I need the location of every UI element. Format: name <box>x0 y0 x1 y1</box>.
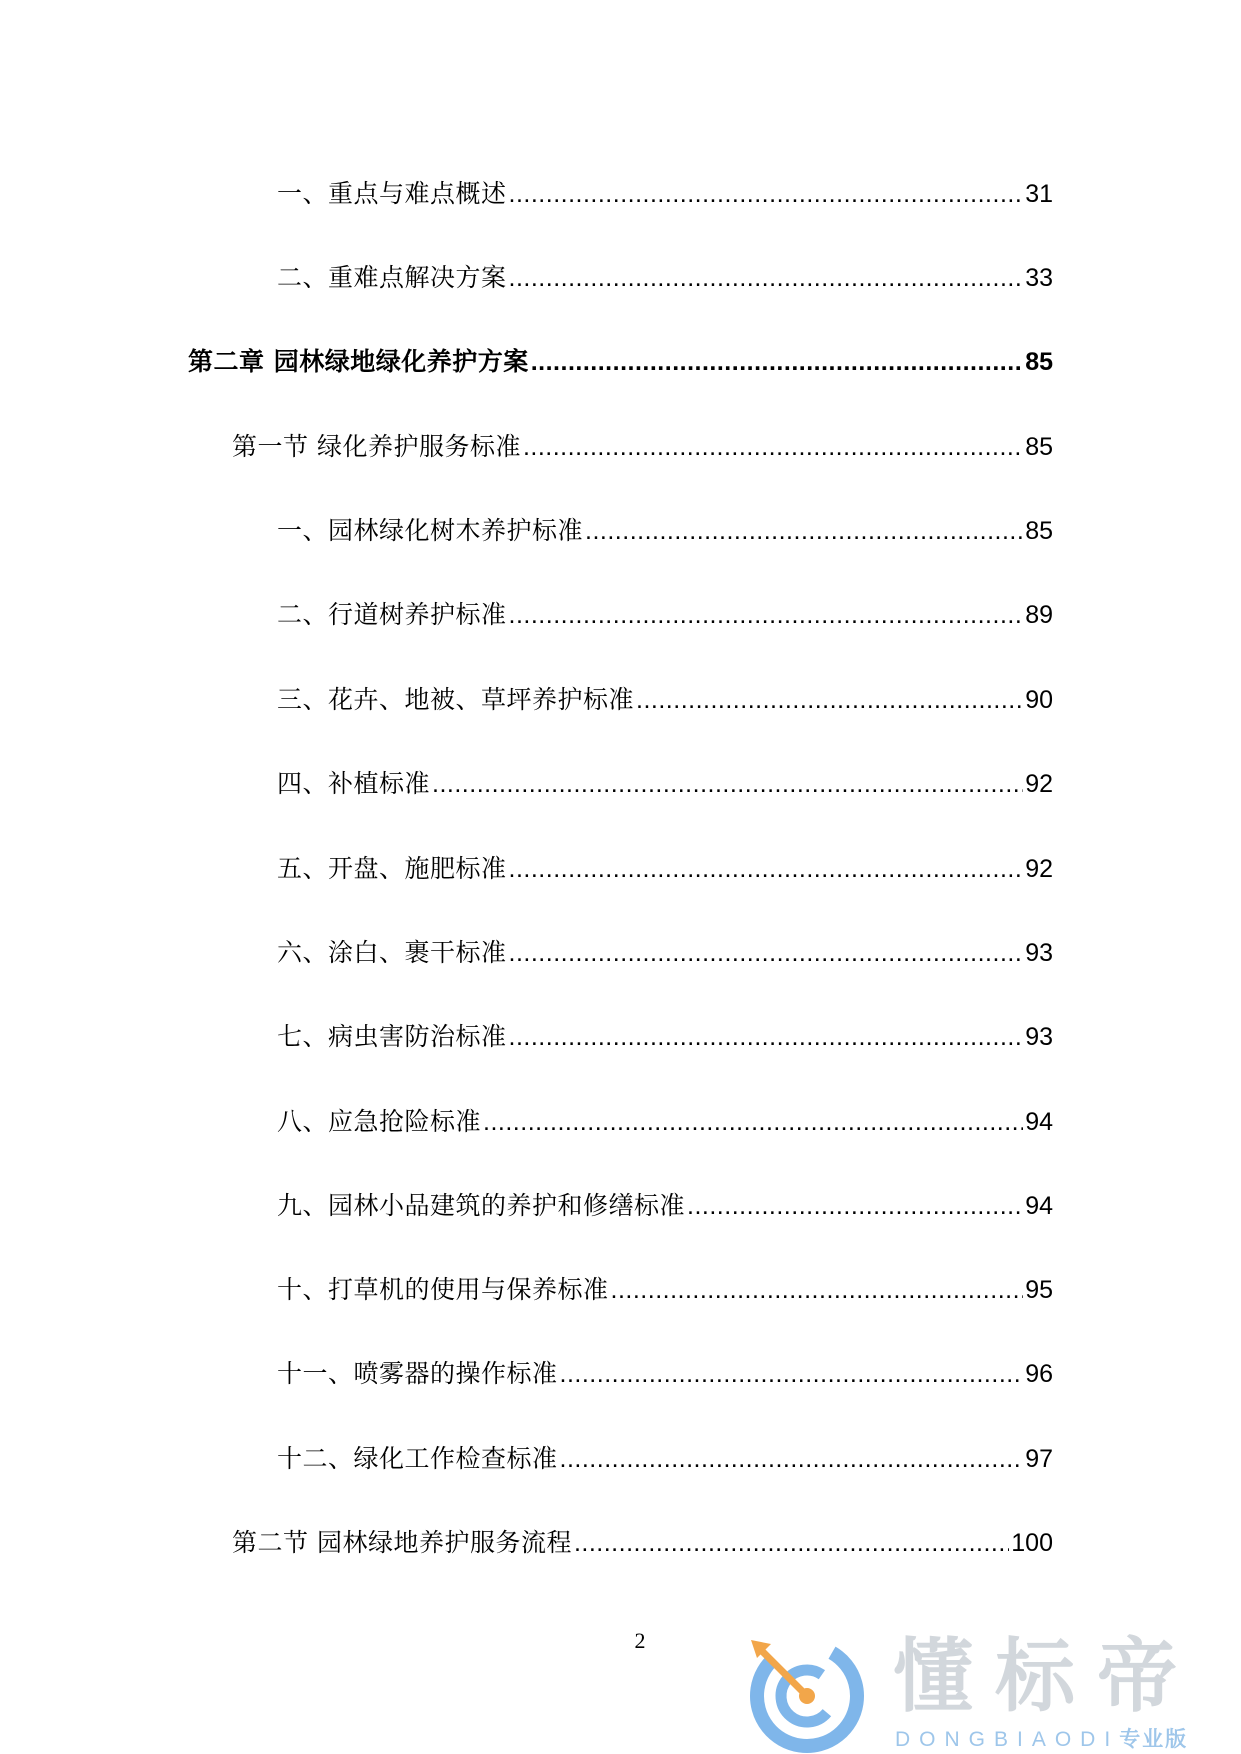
toc-leader-dots <box>509 177 1024 211</box>
toc-entry[interactable] <box>277 1357 1053 1391</box>
toc-entry[interactable] <box>277 1189 1053 1223</box>
toc-leader-dots <box>523 430 1023 464</box>
toc-entry-title: 四、补植标准 <box>277 769 431 798</box>
toc-entry-page: 85 <box>1025 433 1053 461</box>
toc-section-entry[interactable] <box>232 430 1053 464</box>
toc-entry[interactable] <box>277 852 1053 886</box>
toc-entry-title: 七、病虫害防治标准 <box>277 1022 507 1051</box>
toc-leader-dots <box>687 1189 1023 1223</box>
toc-entry-page: 95 <box>1025 1276 1053 1304</box>
toc-entry-title: 第二章 园林绿地绿化养护方案 <box>188 347 529 376</box>
toc-entry-title: 一、园林绿化树木养护标准 <box>277 516 584 545</box>
toc-entry-page: 85 <box>1025 517 1053 545</box>
toc-section-entry[interactable] <box>232 1526 1053 1560</box>
toc-leader-dots <box>585 514 1023 548</box>
toc-entry-page: 94 <box>1025 1192 1053 1220</box>
watermark-subtitle <box>895 1726 1188 1753</box>
target-logo-icon <box>745 1630 870 1754</box>
toc-entry-title: 八、应急抢险标准 <box>277 1107 482 1136</box>
toc-entry-title: 第二节 园林绿地养护服务流程 <box>232 1528 572 1557</box>
toc-entry-page: 94 <box>1025 1108 1053 1136</box>
toc-entry[interactable] <box>277 1020 1053 1054</box>
toc-leader-dots <box>509 936 1024 970</box>
toc-entry[interactable] <box>277 936 1053 970</box>
toc-entry-page: 33 <box>1025 264 1053 292</box>
watermark-subtitle-latin: DONGBIAODI <box>895 1728 1120 1751</box>
toc-leader-dots <box>509 1020 1024 1054</box>
toc-entry-title: 一、重点与难点概述 <box>277 179 507 208</box>
toc-entry-page: 90 <box>1025 686 1053 714</box>
toc-entry-page: 97 <box>1025 1445 1053 1473</box>
toc-entry-page: 96 <box>1025 1360 1053 1388</box>
toc-entry-page: 93 <box>1025 1023 1053 1051</box>
toc-entry-page: 93 <box>1025 939 1053 967</box>
toc-entry[interactable] <box>277 514 1053 548</box>
toc-entry[interactable] <box>277 683 1053 717</box>
toc-entry-page: 85 <box>1025 348 1053 376</box>
toc-chapter-entry[interactable] <box>188 345 1053 379</box>
toc-leader-dots <box>509 598 1024 632</box>
toc-leader-dots <box>483 1105 1023 1139</box>
toc-leader-dots <box>574 1526 1009 1560</box>
toc-entry[interactable] <box>277 177 1053 211</box>
toc-entry-title: 二、行道树养护标准 <box>277 600 507 629</box>
watermark-subtitle-cn: 专业版 <box>1119 1727 1189 1751</box>
toc-leader-dots <box>432 767 1023 801</box>
toc-entry-page: 89 <box>1025 601 1053 629</box>
toc-entry[interactable] <box>277 1442 1053 1476</box>
watermark <box>745 1630 1225 1754</box>
toc-entry-title: 三、花卉、地被、草坪养护标准 <box>277 685 635 714</box>
toc-entry[interactable] <box>277 1273 1053 1307</box>
page-number: 2 <box>634 1628 646 1653</box>
toc-entry-page: 31 <box>1025 180 1053 208</box>
toc-entry-title: 十、打草机的使用与保养标准 <box>277 1275 609 1304</box>
toc-leader-dots <box>560 1357 1024 1391</box>
toc-entry-title: 十一、喷雾器的操作标准 <box>277 1359 558 1388</box>
toc-entry-title: 六、涂白、裹干标准 <box>277 938 507 967</box>
toc-leader-dots <box>509 261 1024 295</box>
toc-entry-title: 二、重难点解决方案 <box>277 263 507 292</box>
toc-entry-page: 92 <box>1025 855 1053 883</box>
toc-leader-dots <box>636 683 1023 717</box>
toc-entry-title: 第一节 绿化养护服务标准 <box>232 432 521 461</box>
toc-entry-title: 十二、绿化工作检查标准 <box>277 1444 558 1473</box>
toc-entry[interactable] <box>277 767 1053 801</box>
watermark-brand: 懂标帝 <box>893 1630 1199 1723</box>
toc-entry-page: 92 <box>1025 770 1053 798</box>
toc-leader-dots <box>560 1442 1024 1476</box>
toc-entry[interactable] <box>277 598 1053 632</box>
toc-entry[interactable] <box>277 261 1053 295</box>
toc-entry[interactable] <box>277 1105 1053 1139</box>
toc-entry-title: 五、开盘、施肥标准 <box>277 854 507 883</box>
toc-leader-dots <box>509 852 1024 886</box>
toc-entry-page: 100 <box>1011 1529 1053 1557</box>
toc-entry-title: 九、园林小品建筑的养护和修缮标准 <box>277 1191 686 1220</box>
toc-leader-dots <box>611 1273 1024 1307</box>
toc-leader-dots <box>531 345 1023 379</box>
